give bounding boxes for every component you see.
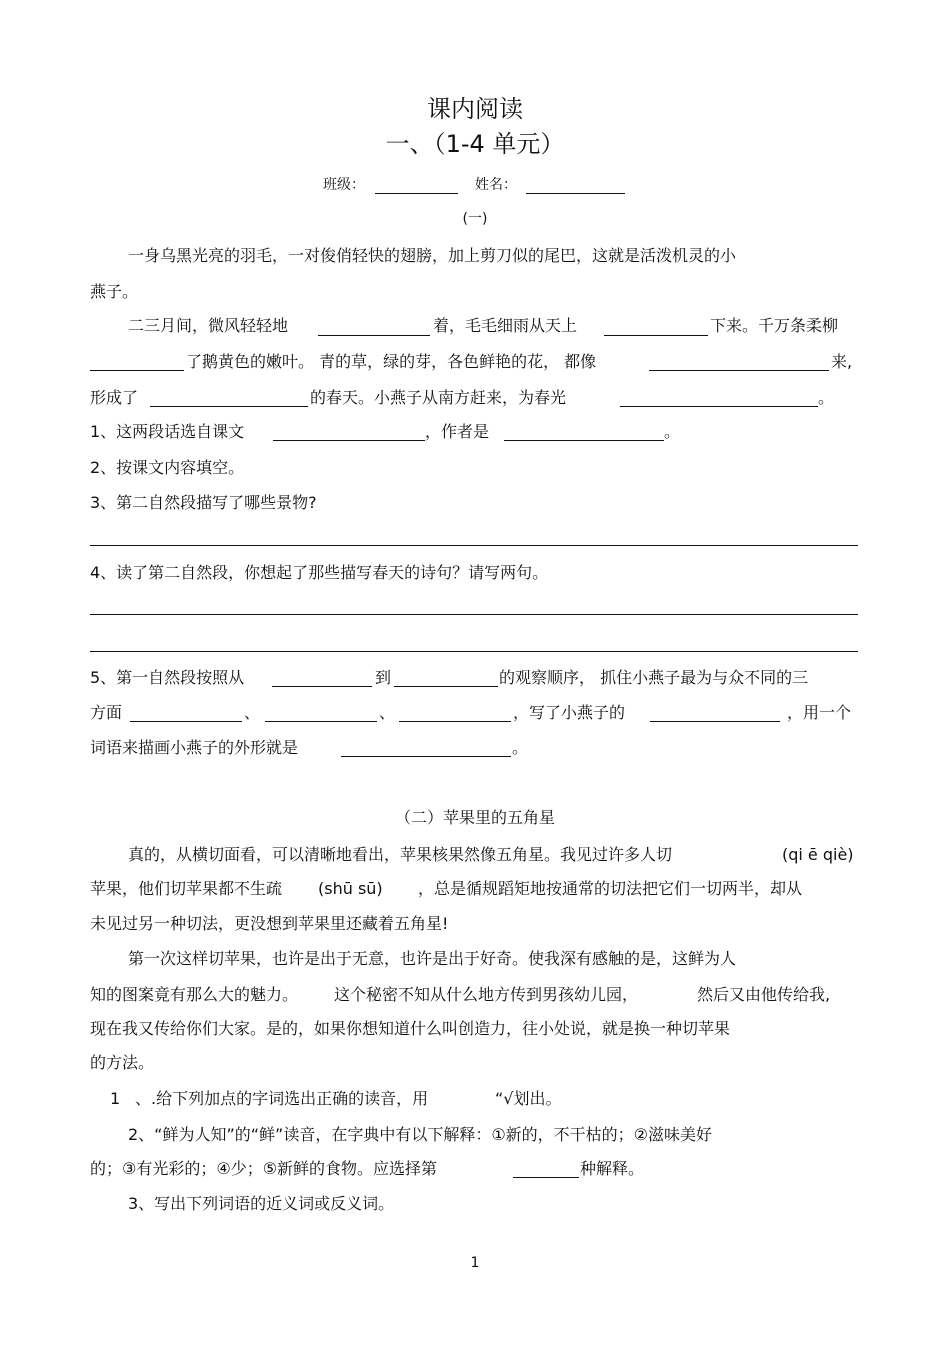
- answer-blank[interactable]: [273, 440, 425, 441]
- name-label: 姓名：: [475, 177, 517, 193]
- answer-blank[interactable]: [394, 686, 498, 687]
- question-5: ，写了小燕子的: [513, 703, 626, 722]
- answer-blank[interactable]: [649, 370, 829, 371]
- question-1: 、.给下列加点的字词选出正确的读音，用: [135, 1089, 429, 1108]
- answer-blank[interactable]: [318, 335, 430, 336]
- question-2: 种解释。: [580, 1159, 645, 1178]
- question-5: 、: [244, 703, 261, 722]
- question-1: 。: [664, 422, 681, 441]
- answer-line[interactable]: [90, 614, 858, 615]
- passage-line: 第一次这样切苹果，也许是出于无意，也许是出于好奇。使我深有感触的是，这鲜为人: [128, 949, 737, 968]
- class-label: 班级：: [323, 177, 365, 193]
- pinyin-options[interactable]: (qi ē qiè): [782, 845, 854, 864]
- passage-line: 来,: [831, 352, 853, 371]
- answer-line[interactable]: [90, 651, 858, 652]
- page-title: 课内阅读: [427, 95, 523, 123]
- answer-blank[interactable]: [272, 686, 372, 687]
- passage-line: 燕子。: [90, 282, 139, 301]
- section-title: （二）苹果里的五角星: [394, 808, 555, 827]
- page-subtitle: 一、（1-4 单元）: [385, 130, 565, 158]
- question-1-number: 1: [110, 1089, 121, 1108]
- question-5: 的观察顺序， 抓住小燕子最为与众不同的三: [499, 668, 809, 687]
- name-field[interactable]: [526, 193, 625, 194]
- answer-blank[interactable]: [604, 335, 708, 336]
- question-1-mark: “√划出。: [495, 1089, 562, 1108]
- answer-blank[interactable]: [504, 440, 664, 441]
- question-5: 到: [375, 668, 392, 687]
- question-5: 5、第一自然段按照从: [90, 668, 245, 687]
- question-5: 。: [512, 738, 529, 757]
- passage-line: 。: [818, 388, 835, 407]
- answer-blank[interactable]: [650, 721, 780, 722]
- question-3: 3、写出下列词语的近义词或反义词。: [128, 1194, 395, 1213]
- class-field[interactable]: [375, 193, 458, 194]
- passage-line: 一身乌黑光亮的羽毛，一对俊俏轻快的翅膀，加上剪刀似的尾巴，这就是活泼机灵的小: [128, 246, 737, 265]
- question-5: 、: [379, 703, 396, 722]
- question-4: 4、读了第二自然段，你想起了那些描写春天的诗句？请写两句。: [90, 563, 549, 582]
- question-2: 2、按课文内容填空。: [90, 458, 245, 477]
- pinyin-options[interactable]: (shū sū): [318, 879, 383, 898]
- passage-line: 真的，从横切面看，可以清晰地看出，苹果核果然像五角星。我见过许多人切: [128, 845, 673, 864]
- passage-line: 这个秘密不知从什么地方传到男孩幼儿园，: [334, 985, 639, 1004]
- passage-line: ，总是循规蹈矩地按通常的切法把它们一切两半，却从: [418, 879, 803, 898]
- passage-line: 了鹅黄色的嫩叶。 青的草，绿的芽，各色鲜艳的花， 都像: [186, 352, 597, 371]
- question-2: 2、“鲜为人知”的“鲜”读音，在字典中有以下解释：①新的，不干枯的；②滋味美好: [128, 1125, 713, 1144]
- question-2: 的；③有光彩的；④少；⑤新鲜的食物。应选择第: [90, 1159, 438, 1178]
- question-1: ，作者是: [425, 422, 490, 441]
- passage-line: 二三月间，微风轻轻地: [128, 316, 289, 335]
- question-5: ，用一个: [787, 703, 852, 722]
- answer-blank[interactable]: [90, 370, 184, 371]
- answer-blank[interactable]: [513, 1177, 579, 1178]
- passage-line: 的春天。小燕子从南方赶来，为春光: [310, 388, 567, 407]
- passage-line: 的方法。: [90, 1053, 155, 1072]
- question-3: 3、第二自然段描写了哪些景物?: [90, 493, 317, 512]
- passage-line: 未见过另一种切法，更没想到苹果里还藏着五角星!: [90, 914, 449, 933]
- section-number: (一): [462, 211, 488, 227]
- answer-line[interactable]: [90, 545, 858, 546]
- passage-line: 知的图案竟有那么大的魅力。: [90, 985, 299, 1004]
- answer-blank[interactable]: [265, 721, 377, 722]
- page-number: 1: [470, 1255, 480, 1271]
- passage-line: 下来。千万条柔柳: [710, 316, 839, 335]
- passage-line: 现在我又传给你们大家。是的，如果你想知道什么叫创造力，往小处说，就是换一种切苹果: [90, 1019, 731, 1038]
- passage-line: 形成了: [90, 388, 139, 407]
- answer-blank[interactable]: [341, 756, 511, 757]
- question-5: 词语来描画小燕子的外形就是: [90, 738, 299, 757]
- passage-line: 着，毛毛细雨从天上: [433, 316, 578, 335]
- answer-blank[interactable]: [130, 721, 242, 722]
- answer-blank[interactable]: [620, 406, 818, 407]
- passage-line: 苹果，他们切苹果都不生疏: [90, 879, 283, 898]
- question-5: 方面: [90, 703, 123, 722]
- passage-line: 然后又由他传给我,: [697, 985, 831, 1004]
- answer-blank[interactable]: [399, 721, 511, 722]
- question-1: 1、这两段话选自课文: [90, 422, 245, 441]
- answer-blank[interactable]: [150, 406, 308, 407]
